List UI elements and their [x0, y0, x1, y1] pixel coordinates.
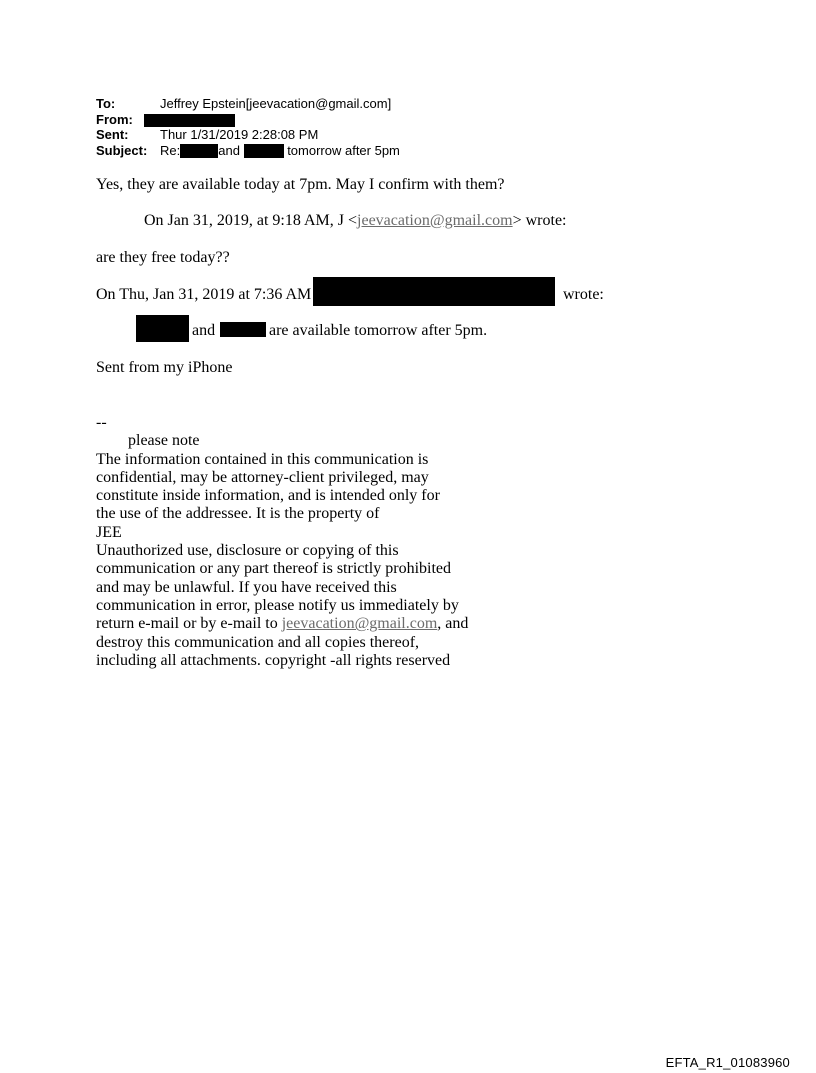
email-line-prefix: return e-mail or by e-mail to — [96, 615, 282, 633]
to-label: To: — [96, 96, 116, 111]
avail-redaction-2 — [220, 322, 266, 337]
disclaimer-email-line — [96, 615, 468, 633]
avail-redaction-1 — [136, 315, 189, 342]
disclaimer-line: confidential, may be attorney-client privileged, may — [96, 468, 429, 486]
subject-redaction-2 — [244, 144, 284, 158]
disclaimer-line: Unauthorized use, disclosure or copying of this — [96, 542, 399, 560]
quoted-header-1 — [144, 212, 567, 230]
disclaimer-line: destroy this communication and all copies thereof, — [96, 633, 420, 651]
disclaimer-line: including all attachments. copyright -all rights reserved — [96, 651, 451, 669]
subject-prefix: Re: — [160, 142, 181, 158]
quote2-prefix: On Thu, Jan 31, 2019 at 7:36 AM — [96, 286, 312, 303]
disclaimer-line: and may be unlawful. If you have received this — [96, 578, 397, 596]
email-line-suffix: , and — [437, 615, 469, 633]
disclaimer — [96, 414, 468, 670]
disclaimer-email-link[interactable]: jeevacation@gmail.com — [281, 615, 438, 633]
disclaimer-line: constitute inside information, and is intended only for — [96, 487, 440, 505]
subject-value — [160, 143, 400, 159]
sent-value: Thur 1/31/2019 2:28:08 PM — [160, 127, 319, 142]
quote1-email-link[interactable]: jeevacation@gmail.com — [357, 212, 513, 229]
avail-and: and — [192, 322, 216, 339]
to-value: Jeffrey Epstein[jeevacation@gmail.com] — [160, 96, 392, 111]
quote2-redaction — [313, 277, 555, 306]
quote1-suffix: > wrote: — [512, 212, 567, 229]
avail-suffix: are available tomorrow after 5pm. — [269, 322, 488, 339]
question-text: are they free today?? — [96, 249, 230, 266]
please-note: please note — [128, 432, 200, 450]
disclaimer-line: communication in error, please notify us immediately by — [96, 596, 459, 614]
quote1-prefix: On Jan 31, 2019, at 9:18 AM, J < — [144, 212, 358, 229]
signature: Sent from my iPhone — [96, 359, 233, 376]
disclaimer-line: communication or any part thereof is strictly prohibited — [96, 560, 452, 578]
subject-and: and — [218, 142, 240, 158]
quoted-header-2 — [96, 286, 311, 304]
from-label: From: — [96, 111, 133, 127]
subject-suffix: tomorrow after 5pm — [287, 142, 400, 158]
reply-text: Yes, they are available today at 7pm. May I confirm with them? — [96, 176, 505, 193]
from-redaction — [144, 114, 235, 127]
sent-label: Sent: — [96, 127, 129, 142]
disclaimer-line: JEE — [96, 523, 122, 541]
sig-dashes: -- — [96, 414, 107, 431]
document-id: EFTA_R1_01083960 — [665, 1055, 790, 1070]
quote2-suffix: wrote: — [563, 286, 604, 303]
disclaimer-line: The information contained in this communication is — [96, 450, 429, 468]
subject-label: Subject: — [96, 142, 148, 158]
subject-redaction-1 — [180, 144, 218, 158]
disclaimer-line: the use of the addressee. It is the property of — [96, 505, 380, 523]
